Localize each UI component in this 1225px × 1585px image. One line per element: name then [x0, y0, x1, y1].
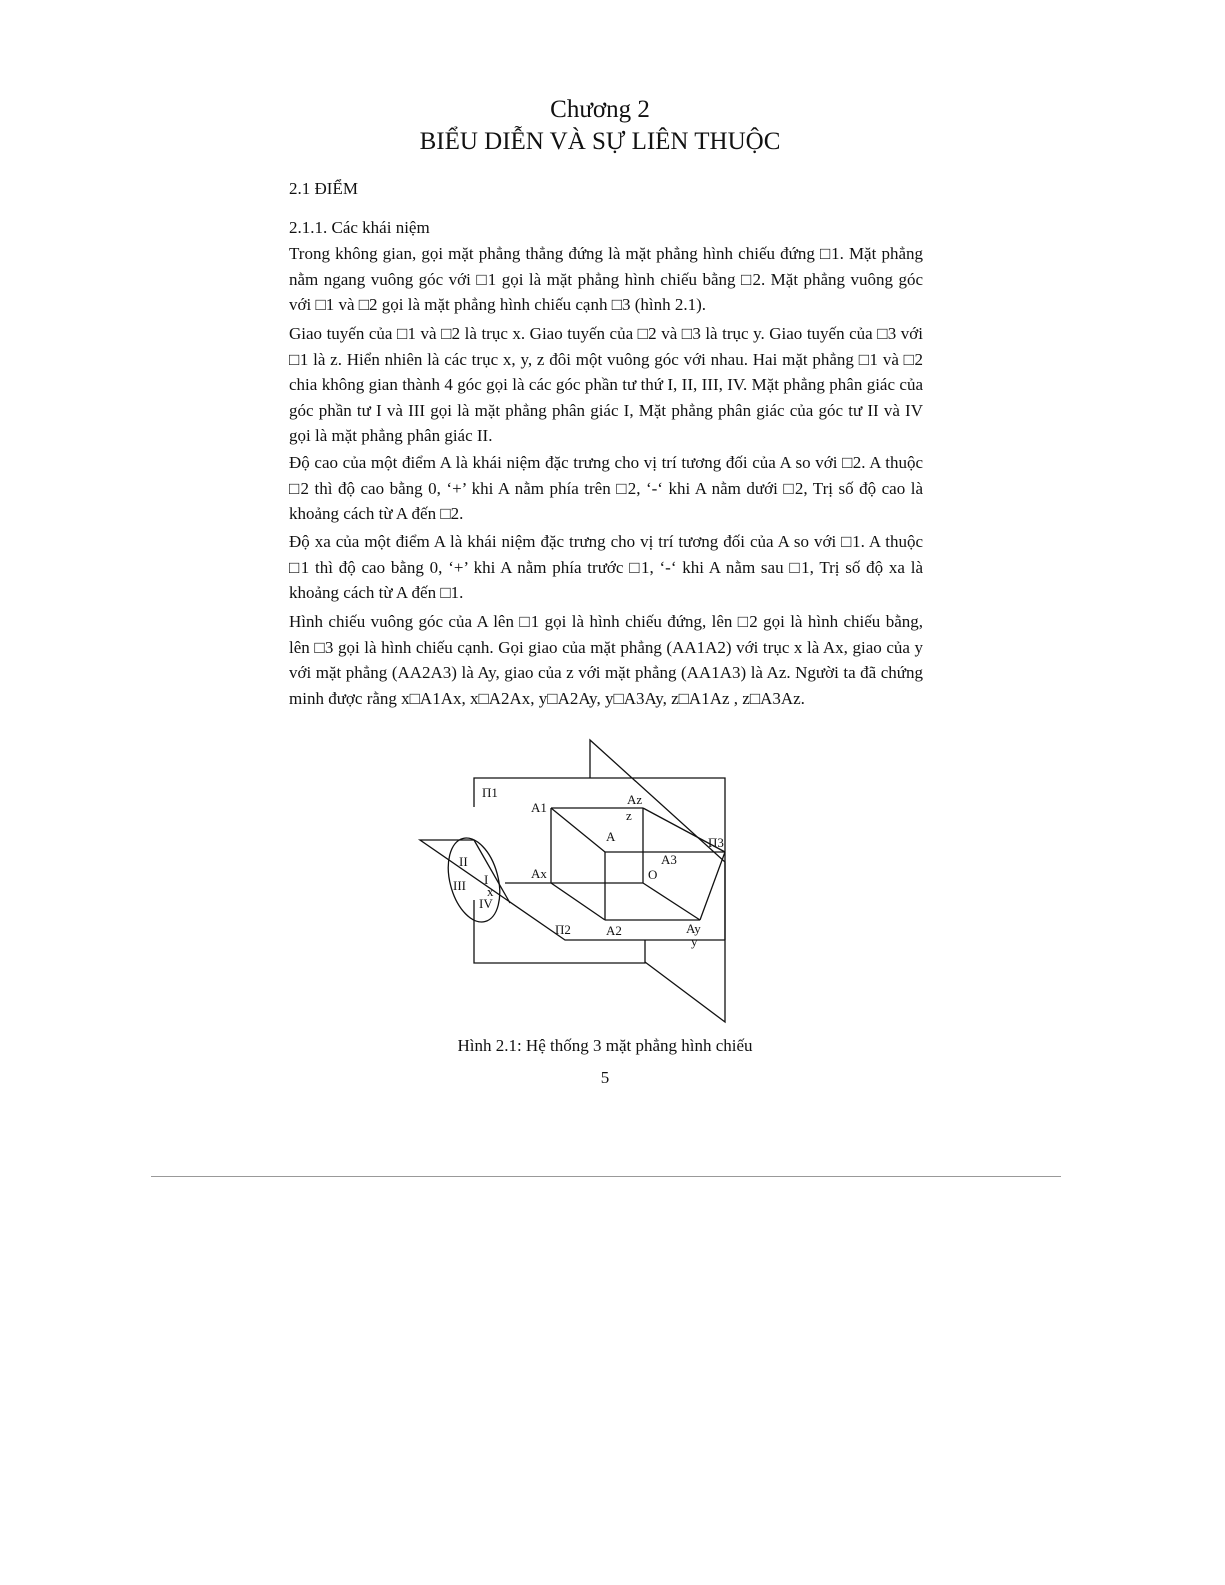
paragraph-2: Giao tuyến của □1 và □2 là trục x. Giao tuyến của □2 và □3 là trục y. Giao tuyến của □3 với □1 là z. Hiển nhiên là các trục x, y, z đôi một vuông góc với nhau. Hai mặt phẳng □1 và □2 chia không gian thành 4 góc gọi là các góc phần tư thứ I, II, III, IV. Mặt phẳng phân giác của góc phần tư I và III gọi là mặt phẳng phân giác I, Mặt phẳng phân giác của góc tư II và IV gọi là mặt phẳng phân giác II.: [289, 324, 923, 445]
label-x: x: [487, 884, 494, 899]
label-y: y: [691, 934, 698, 949]
label-quadrant-1: I: [484, 872, 489, 887]
label-a: A: [606, 829, 616, 844]
label-a2: A2: [606, 923, 622, 938]
label-pi3: Π3: [708, 835, 724, 850]
plane-pi3: [590, 740, 725, 1022]
paragraph-3: Độ cao của một điểm A là khái niệm đặc trưng cho vị trí tương đối của A so với □2. A thuộc □2 thì độ cao bằng 0, ‘+’ khi A nằm phía trên □2, ‘-‘ khi A nằm dưới □2, Trị số độ cao là khoảng cách từ A đến □2.: [289, 453, 923, 523]
chapter-number: Chương 2: [550, 96, 650, 123]
label-a1: A1: [531, 800, 547, 815]
page-number: 5: [600, 1068, 610, 1087]
section-heading: 2.1 ĐIỂM: [289, 179, 358, 198]
subsection-heading: 2.1.1. Các khái niệm: [289, 218, 430, 237]
edge-a3-ay: [700, 852, 725, 920]
projection-planes-figure: [410, 735, 740, 1035]
label-a3: A3: [661, 852, 677, 867]
edge-a1-a: [551, 808, 605, 852]
label-az: Az: [627, 792, 643, 807]
paragraph-4: Độ xa của một điểm A là khái niệm đặc trưng cho vị trí tương đối của A so với □1. A thuộc □1 thì độ cao bằng 0, ‘+’ khi A nằm phía trước □1, ‘-‘ khi A nằm sau □1, Trị số độ xa là khoảng cách từ A đến □1.: [289, 532, 923, 602]
chapter-title: BIỂU DIỄN VÀ SỰ LIÊN THUỘC: [419, 128, 781, 155]
edge-ax-a2: [551, 883, 605, 920]
figure-caption: Hình 2.1: Hệ thống 3 mặt phẳng hình chiếu: [457, 1036, 753, 1055]
label-pi1: Π1: [482, 785, 498, 800]
edge-o-ay: [643, 883, 700, 920]
paragraph-5: Hình chiếu vuông góc của A lên □1 gọi là hình chiếu đứng, lên □2 gọi là hình chiếu bằng, lên □3 gọi là hình chiếu cạnh. Gọi giao của mặt phẳng (AA1A2) với trục x là Ax, giao của y với mặt phẳng (AA2A3) là Ay, giao của z với mặt phẳng (AA1A3) là Az. Người ta đã chứng minh được rằng x□A1Ax, x□A2Ax, y□A2Ay, y□A3Ay, z□A1Az , z□A3Az.: [289, 612, 923, 708]
paragraph-1: Trong không gian, gọi mặt phẳng thẳng đứng là mặt phẳng hình chiếu đứng □1. Mặt phẳng nằm ngang vuông góc với □1 gọi là mặt phẳng hình chiếu bằng □2. Mặt phẳng vuông góc với □1 và □2 gọi là mặt phẳng hình chiếu cạnh □3 (hình 2.1).: [289, 244, 923, 314]
label-ay: Ay: [686, 921, 701, 936]
label-ax: Ax: [531, 866, 547, 881]
page-divider: [151, 1176, 1061, 1177]
label-z: z: [626, 808, 632, 823]
label-quadrant-2: II: [459, 854, 468, 869]
label-quadrant-3: III: [453, 878, 466, 893]
label-quadrant-4: IV: [479, 896, 493, 911]
label-pi2: Π2: [555, 922, 571, 937]
label-o: O: [648, 867, 658, 882]
